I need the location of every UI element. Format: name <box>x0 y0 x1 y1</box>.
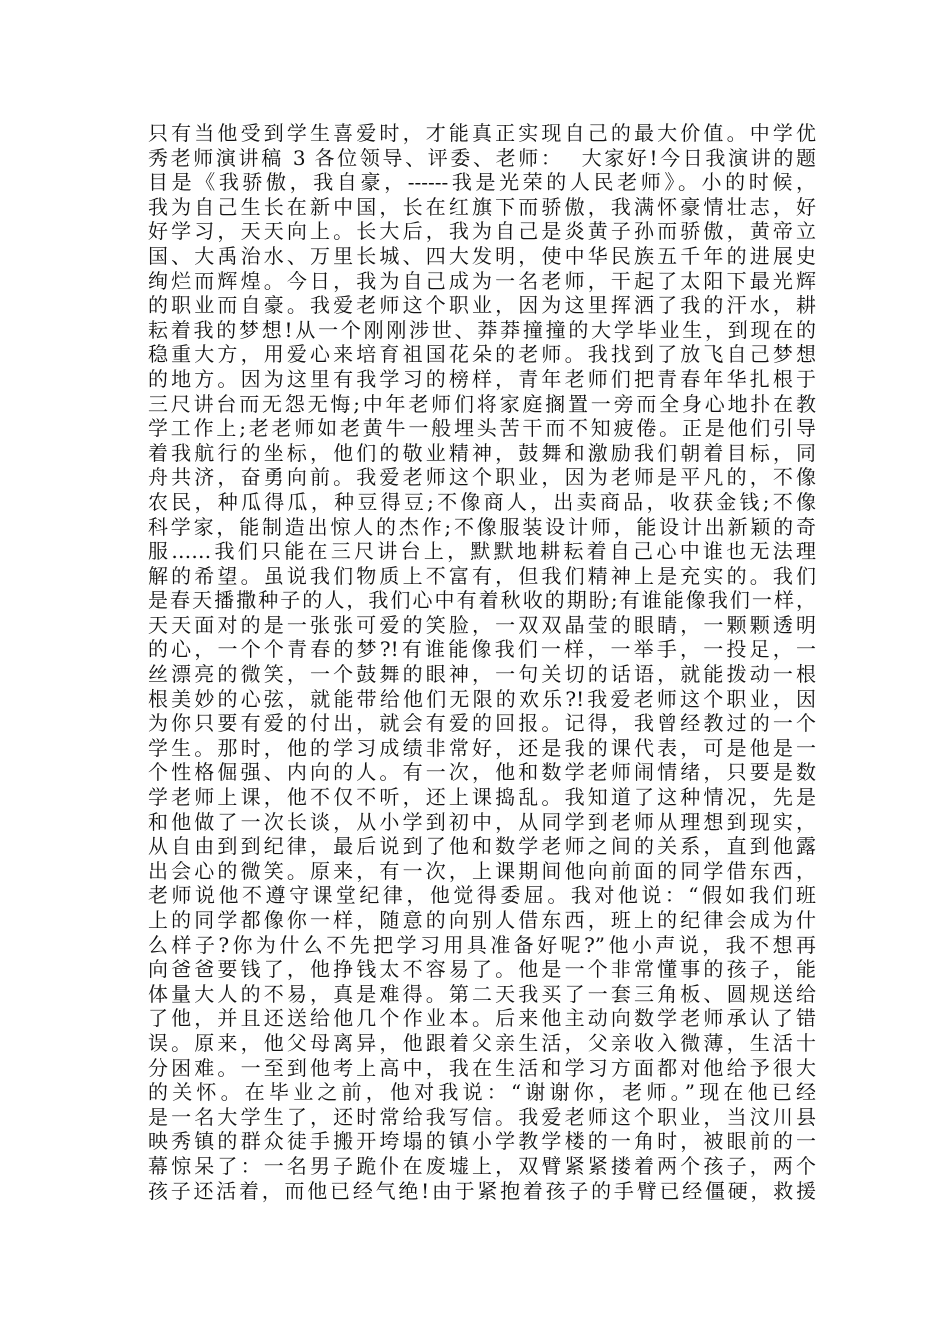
text-line: 学生。那时，他的学习成绩非常好，还是我的课代表，可是他是一 <box>148 735 816 760</box>
text-line: 农民，种瓜得瓜，种豆得豆;不像商人，出卖商品，收获金钱;不像 <box>148 489 816 514</box>
text-line: 服……我们只能在三尺讲台上，默默地耕耘着自己心中谁也无法理 <box>148 539 816 564</box>
text-line: 好学习，天天向上。长大后，我为自己是炎黄子孙而骄傲，黄帝立 <box>148 219 816 244</box>
text-line: 从自由到到纪律，最后说到了他和数学老师之间的关系，直到他露 <box>148 834 816 859</box>
text-line: 天天面对的是一张张可爱的笑脸，一双双晶莹的眼睛，一颗颗透明 <box>148 612 816 637</box>
text-line: 解的希望。虽说我们物质上不富有，但我们精神上是充实的。我们 <box>148 563 816 588</box>
text-line: 稳重大方，用爱心来培育祖国花朵的老师。我找到了放飞自己梦想 <box>148 342 816 367</box>
text-line: 是一名大学生了，还时常给我写信。我爱老师这个职业，当汶川县 <box>148 1104 816 1129</box>
text-line: 上的同学都像你一样，随意的向别人借东西，班上的纪律会成为什 <box>148 908 816 932</box>
body-text <box>148 121 816 1203</box>
text-line: 是春天播撒种子的人，我们心中有着秋收的期盼;有谁能像我们一样， <box>148 588 816 613</box>
text-line: 国、大禹治水、万里长城、四大发明，使中华民族五千年的进展史 <box>148 243 816 268</box>
text-line: 只有当他受到学生喜爱时，才能真正实现自己的最大价值。中学优 <box>148 121 816 145</box>
text-line: 和他做了一次长谈，从小学到初中，从同学到老师从理想到现实， <box>148 809 816 834</box>
text-line: 的职业而自豪。我爱老师这个职业，因为这里挥洒了我的汗水，耕 <box>148 293 816 318</box>
text-line: 绚烂而辉煌。今日，我为自己成为一名老师，干起了太阳下最光辉 <box>148 268 816 293</box>
text-line: 为你只要有爱的付出，就会有爱的回报。记得，我曾经教过的一个 <box>148 711 816 736</box>
text-line: 么样子?你为什么不先把学习用具准备好呢?”他小声说，我不想再 <box>148 932 816 957</box>
text-line: 根美妙的心弦，就能带给他们无限的欢乐?!我爱老师这个职业，因 <box>148 686 816 711</box>
text-line: 三尺讲台而无怨无悔;中年老师们将家庭搁置一旁而全身心地扑在教 <box>148 391 816 416</box>
text-line: 丝漂亮的微笑，一个鼓舞的眼神，一句关切的话语，就能拨动一根 <box>148 662 816 687</box>
text-line: 了他，并且还送给他几个作业本。后来他主动向数学老师承认了错 <box>148 1006 816 1031</box>
text-line: 向爸爸要钱了，他挣钱太不容易了。他是一个非常懂事的孩子，能 <box>148 957 816 982</box>
text-line: 误。原来，他父母离异，他跟着父亲生活，父亲收入微薄，生活十 <box>148 1030 816 1055</box>
text-line: 学老师上课，他不仅不听，还上课捣乱。我知道了这种情况，先是 <box>148 785 816 810</box>
text-line: 的心，一个个青春的梦?!有谁能像我们一样，一举手，一投足，一 <box>148 637 816 662</box>
text-line: 的关怀。在毕业之前，他对我说：“谢谢你，老师。”现在他已经 <box>148 1080 816 1105</box>
text-line: 的地方。因为这里有我学习的榜样，青年老师们把青春年华扎根于 <box>148 366 816 391</box>
text-line: 老师说他不遵守课堂纪律，他觉得委屈。我对他说：“假如我们班 <box>148 883 816 908</box>
text-line: 体量大人的不易，真是难得。第二天我买了一套三角板、圆规送给 <box>148 981 816 1006</box>
text-line: 个性格倔强、内向的人。有一次，他和数学老师闹情绪，只要是数 <box>148 760 816 785</box>
text-line: 映秀镇的群众徒手搬开垮塌的镇小学教学楼的一角时，被眼前的一 <box>148 1129 816 1154</box>
text-line: 孩子还活着，而他已经气绝!由于紧抱着孩子的手臂已经僵硬，救援 <box>148 1178 816 1203</box>
text-line: 耘着我的梦想!从一个刚刚涉世、莽莽撞撞的大学毕业生，到现在的 <box>148 317 816 342</box>
text-line: 科学家，能制造出惊人的杰作;不像服装设计师，能设计出新颖的奇 <box>148 514 816 539</box>
text-line: 出会心的微笑。原来，有一次，上课期间他向前面的同学借东西， <box>148 858 816 883</box>
text-line: 幕惊呆了：一名男子跪仆在废墟上，双臂紧紧搂着两个孩子，两个 <box>148 1153 816 1178</box>
text-line: 着我航行的坐标，他们的敬业精神，鼓舞和激励我们朝着目标，同 <box>148 440 816 465</box>
text-line: 舟共济，奋勇向前。我爱老师这个职业，因为老师是平凡的，不像 <box>148 465 816 490</box>
text-line: 学工作上;老老师如老黄牛一般埋头苦干而不知疲倦。正是他们引导 <box>148 416 816 441</box>
text-line: 我为自己生长在新中国，长在红旗下而骄傲，我满怀豪情壮志，好 <box>148 194 816 219</box>
text-line: 分困难。一至到他考上高中，我在生活和学习方面都对他给予很大 <box>148 1055 816 1080</box>
text-line: 秀老师演讲稿 3 各位领导、评委、老师： 大家好!今日我演讲的题 <box>148 145 816 170</box>
text-line: 目是《我骄傲，我自豪，------我是光荣的人民老师》。小的时候， <box>148 170 816 195</box>
